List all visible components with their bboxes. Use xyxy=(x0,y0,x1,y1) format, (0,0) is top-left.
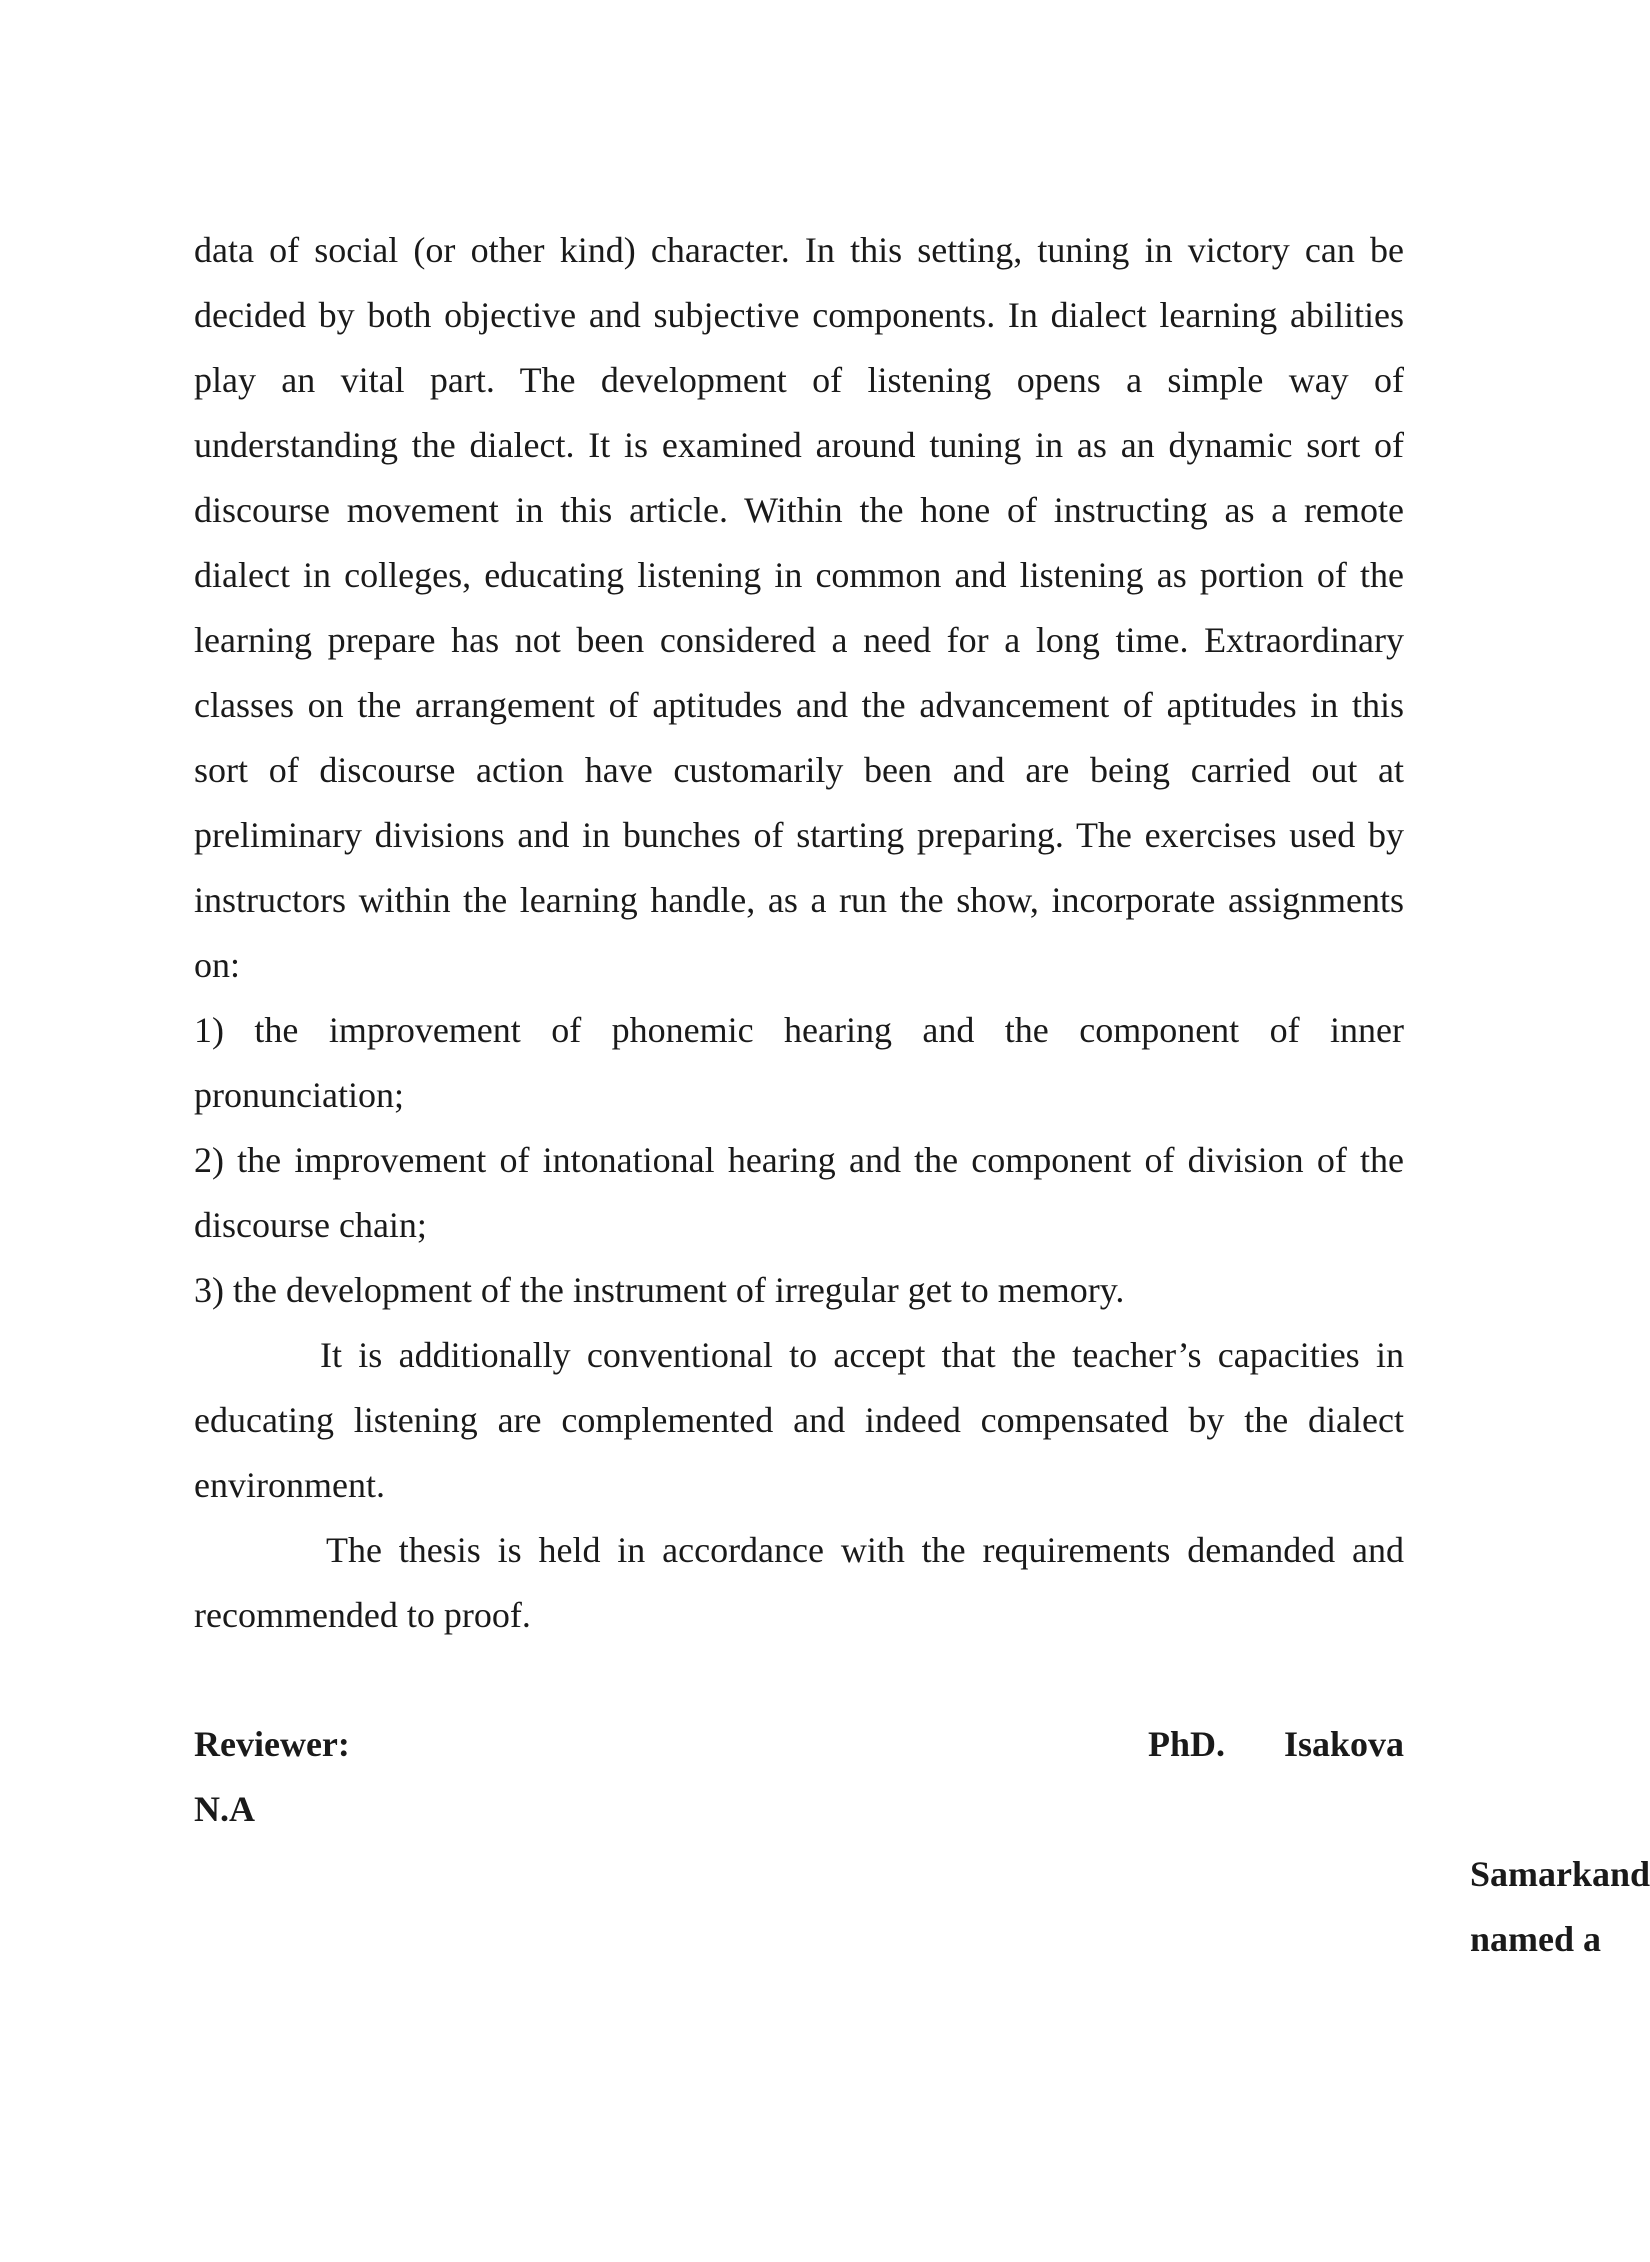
institution-line-2: named a xyxy=(1470,1919,1602,1959)
paragraph-teacher-capacities: It is additionally conventional to accept that the teacher’s capacities in educating listening are complemented and indeed compensated by the dialect environment. xyxy=(194,1335,1404,1505)
paragraph-intro: data of social (or other kind) character. In this setting, tuning in victory can be decided by both objective and subjective components. In dialect learning abilities play an vital part. The development of listening opens a simple way of understanding the dialect. It is examined around tuning in as an dynamic sort of discourse movement in this article. Within the hone of instructing as a remote dialect in colleges, educating listening in common and listening as portion of the learning prepare has not been considered a need for a long time. Extraordinary classes on the arrangement of aptitudes and the advancement of aptitudes in this sort of discourse action have customarily been and are being carried out at preliminary divisions and in bunches of starting preparing. The exercises used by instructors within the learning handle, as a run the show, incorporate assignments on: xyxy=(194,230,1404,985)
institution-line-1: Samarkand xyxy=(1470,1854,1650,1894)
list-item-3: 3) the development of the instrument of irregular get to memory. xyxy=(194,1270,1125,1310)
document-body xyxy=(194,218,1404,1648)
reviewer-initials: N.A xyxy=(194,1789,255,1829)
reviewer-label: Reviewer: xyxy=(194,1724,350,1764)
reviewer-surname: Isakova xyxy=(1284,1724,1405,1764)
paragraph-thesis-conclusion: The thesis is held in accordance with the requirements demanded and recommended to proof. xyxy=(194,1530,1404,1635)
reviewer-degree: PhD. xyxy=(1148,1724,1226,1764)
list-item-1: 1) the improvement of phonemic hearing and the component of inner pronunciation; xyxy=(194,1010,1404,1115)
list-item-2: 2) the improvement of intonational hearing and the component of division of the discourse chain; xyxy=(194,1140,1404,1245)
